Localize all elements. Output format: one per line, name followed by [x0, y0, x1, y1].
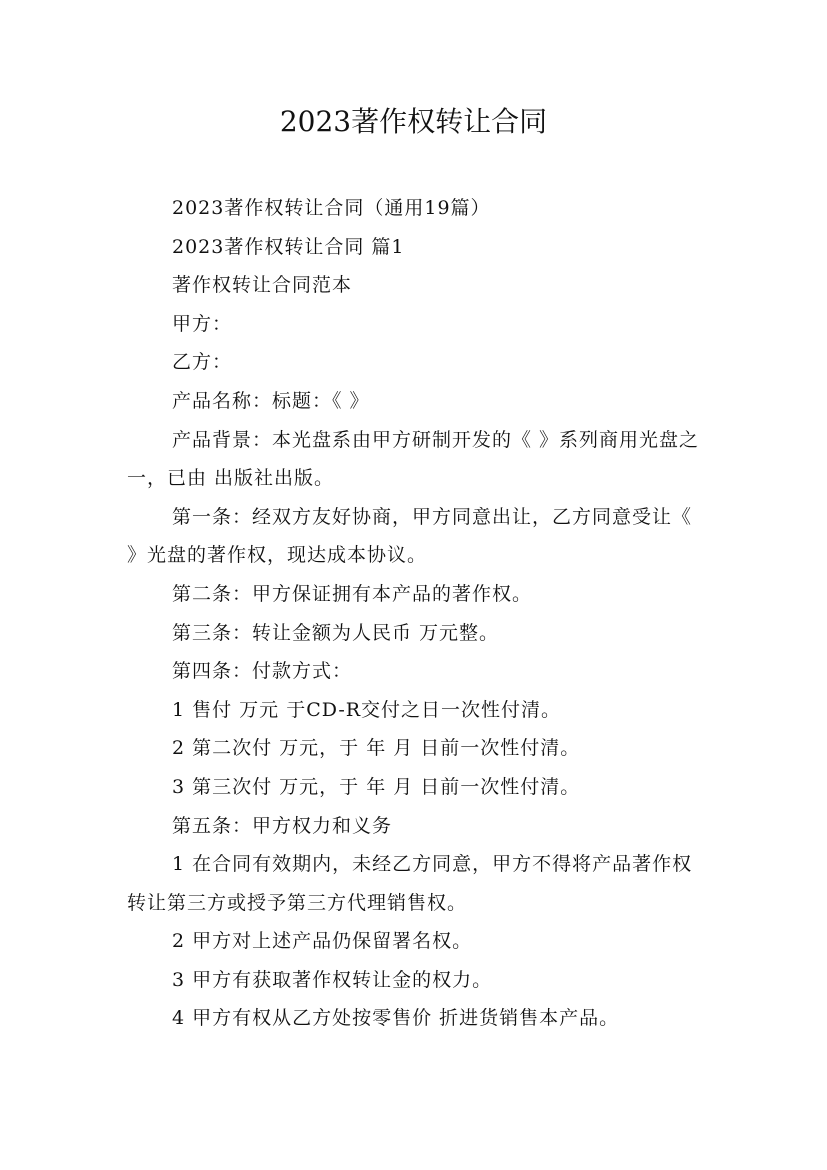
paragraph-product-background: 产品背景：本光盘系由甲方研制开发的《 》系列商用光盘之一，已由 出版社出版。: [127, 428, 700, 490]
paragraph-right-2: 2 甲方对上述产品仍保留署名权。: [172, 930, 473, 953]
paragraph-right-3: 3 甲方有获取著作权转让金的权力。: [172, 968, 493, 991]
paragraph-template-title: 著作权转让合同范本: [172, 274, 353, 297]
paragraph-article-1: 第一条：经双方友好协商，甲方同意出让，乙方同意受让《 》光盘的著作权，现达成本协议。: [127, 505, 693, 567]
paragraph-section-heading: 2023著作权转让合同 篇1: [172, 235, 405, 258]
paragraph-article-4: 第四条：付款方式：: [172, 660, 353, 683]
paragraph-party-b: 乙方：: [172, 351, 233, 374]
paragraph-payment-1: 1 售付 万元 于CD-R交付之日一次性付清。: [172, 698, 562, 721]
paragraph-payment-2: 2 第二次付 万元，于 年 月 日前一次性付清。: [172, 737, 581, 760]
paragraph-right-1: 1 在合同有效期内，未经乙方同意，甲方不得将产品著作权转让第三方或授予第三方代理销售权。: [127, 853, 693, 914]
paragraph-article-5: 第五条：甲方权力和义务: [172, 814, 393, 837]
paragraph-article-2: 第二条：甲方保证拥有本产品的著作权。: [172, 582, 533, 605]
paragraph-party-a: 甲方：: [172, 312, 233, 335]
paragraph-payment-3: 3 第三次付 万元，于 年 月 日前一次性付清。: [172, 775, 581, 798]
paragraph-product-name: 产品名称：标题：《 》: [172, 389, 370, 412]
document-title: 2023著作权转让合同: [279, 105, 548, 138]
paragraph-article-3: 第三条：转让金额为人民币 万元整。: [172, 621, 500, 644]
document-body: [127, 189, 703, 1038]
paragraph-subtitle: 2023著作权转让合同（通用19篇）: [172, 197, 491, 219]
paragraph-right-4: 4 甲方有权从乙方处按零售价 折进货销售本产品。: [172, 1007, 620, 1030]
